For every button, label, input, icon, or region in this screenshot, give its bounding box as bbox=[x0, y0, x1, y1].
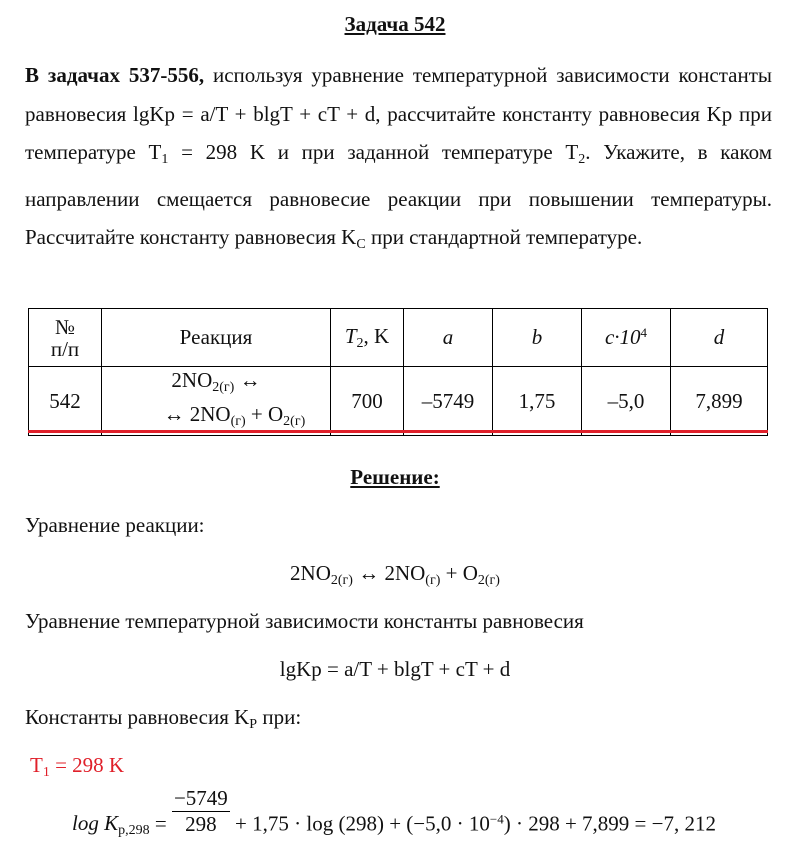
cell-t2: 700 bbox=[331, 367, 404, 436]
formula-fraction: $\frac{-5749}{298}$ bbox=[173, 786, 228, 836]
kp-label: Константы равновесия $K_P$ при: bbox=[25, 705, 302, 732]
solution-title: Решение: bbox=[350, 465, 440, 489]
cell-b: 1,75 bbox=[493, 367, 582, 436]
problem-text-4: при стандартной температуре. bbox=[365, 225, 643, 249]
cell-d: 7,899 bbox=[671, 367, 768, 436]
cell-reaction: $2NO_{2(г)}$ ↔ ↔ $2NO_{(г)} + O_{2(г)}$ bbox=[102, 367, 331, 436]
table-row bbox=[29, 367, 768, 436]
kp298-formula: $\log K_{p,298}$ = $\frac{-5749}{298} + 1,75 \cdot \log (298) + (-5,0 \cdot 10^{-4}) \cdot 298 + 7,899 = -7$, 212 bbox=[72, 786, 716, 839]
dependency-equation: lgKp = a/T + blgT + cT + d bbox=[279, 657, 511, 681]
cell-c: –5,0 bbox=[582, 367, 671, 436]
header-c: $c\cdot 10^4$ bbox=[582, 309, 671, 367]
page-title: Задача 542 bbox=[344, 12, 446, 36]
table-header-row bbox=[29, 309, 768, 367]
problem-sub-2: 2 bbox=[578, 152, 586, 167]
header-number: № п/п bbox=[29, 309, 102, 367]
problem-sub-1: 1 bbox=[161, 152, 169, 167]
reaction-label: Уравнение реакции: bbox=[25, 513, 205, 537]
header-reaction: Реакция bbox=[102, 309, 331, 367]
dependency-label: Уравнение температурной зависимости константы равновесия bbox=[25, 609, 584, 633]
cell-number: 542 bbox=[29, 367, 102, 436]
problem-lead: В задачах 537-556, bbox=[25, 63, 205, 87]
t1-label: $T_1 = 298$ K bbox=[30, 753, 125, 780]
header-d: d bbox=[671, 309, 768, 367]
problem-sub-3: C bbox=[356, 237, 366, 252]
data-table bbox=[28, 308, 768, 436]
header-t2: $T_2$, K bbox=[331, 309, 404, 367]
problem-statement bbox=[25, 56, 772, 265]
cell-a: –5749 bbox=[404, 367, 493, 436]
red-underline bbox=[28, 430, 768, 433]
header-a: a bbox=[404, 309, 493, 367]
problem-text-3: . Укажите, в каком направлении смещается равновесие реакции при повышении температуры. Рассчитайте константу равновесия K bbox=[25, 140, 772, 249]
problem-text-1: используя уравнение температурной зависимости константы равновесия lgKp = a/T + blgT + cT + d, рассчитайте константу равновесия Kp при температуре T bbox=[25, 63, 772, 164]
problem-text-2: = 298 K и при заданной температуре T bbox=[168, 140, 579, 164]
reaction-equation: $2NO_{2(г)}$ ↔ $2NO_{(г)} + O_{2(г)}$ bbox=[290, 561, 500, 588]
header-b: b bbox=[493, 309, 582, 367]
